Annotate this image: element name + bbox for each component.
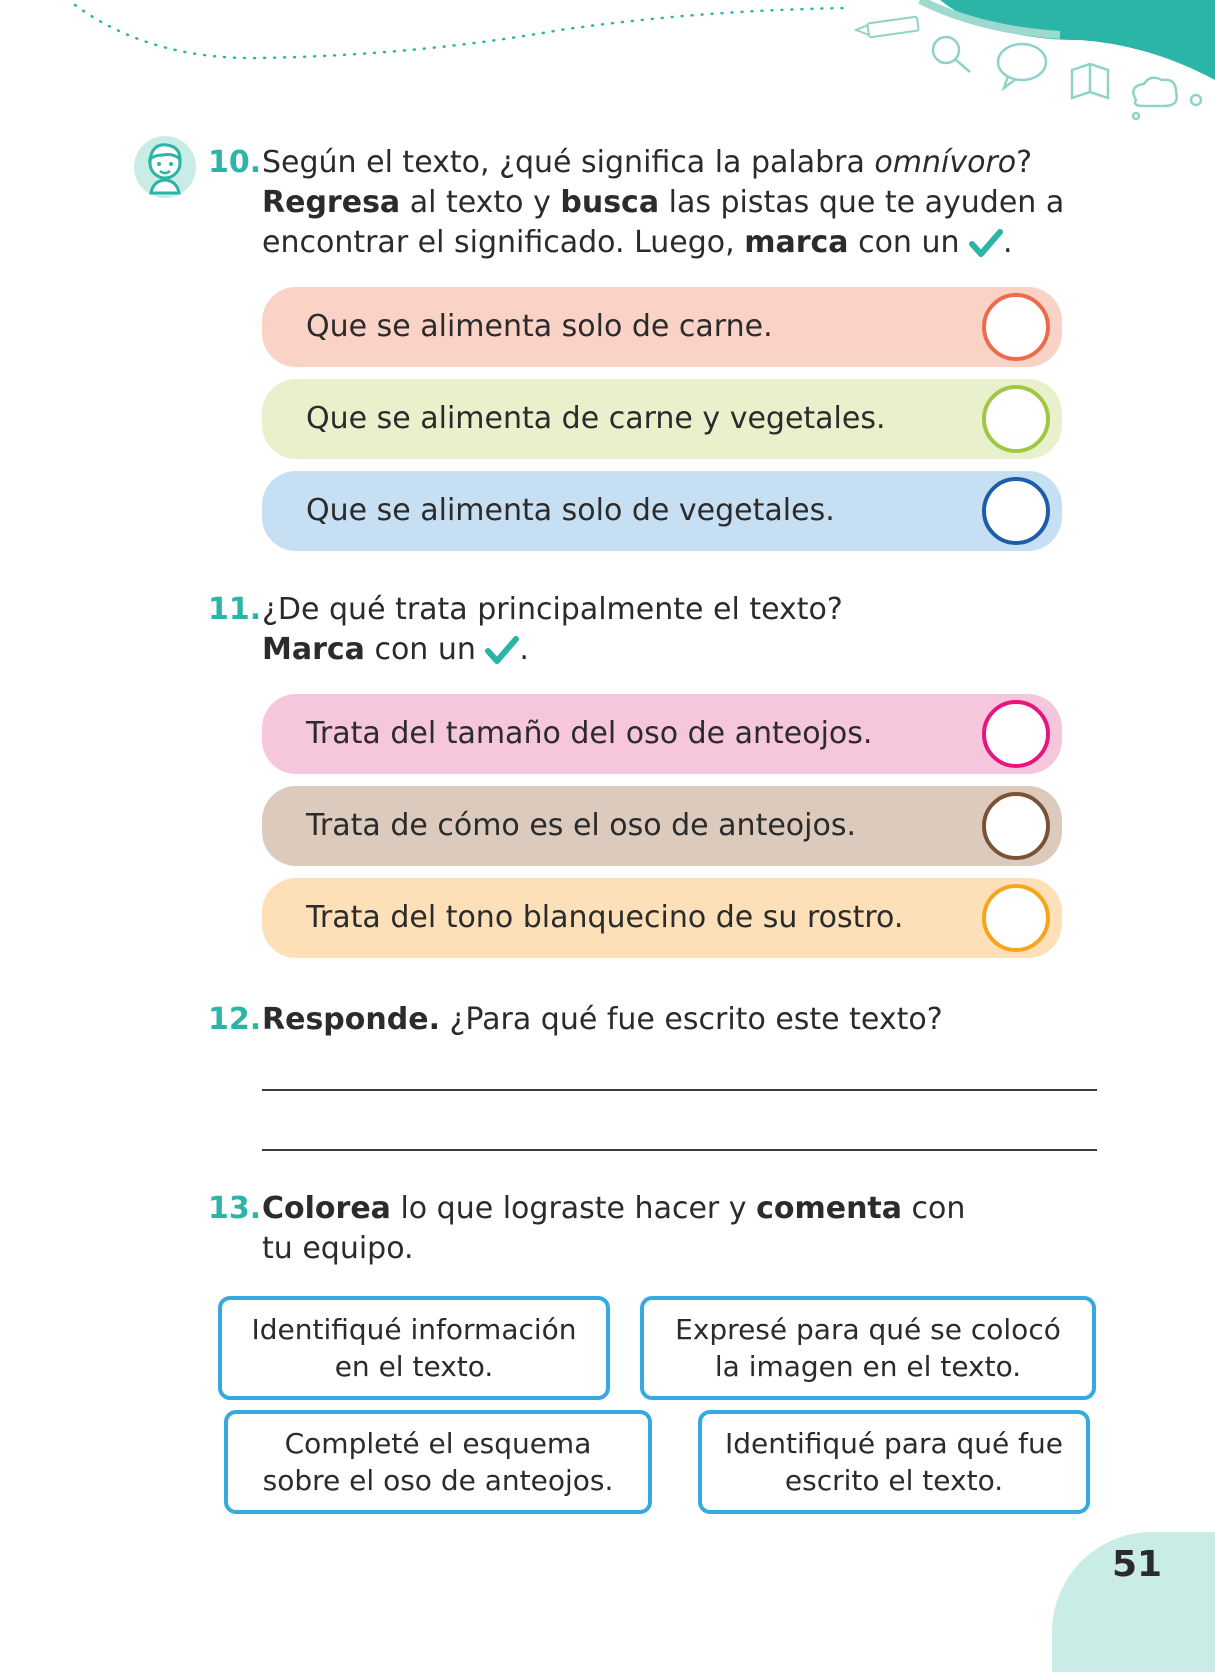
answer-circle[interactable]: [982, 884, 1050, 952]
option-label: Que se alimenta de carne y vegetales.: [306, 401, 886, 436]
question-10-text: [262, 143, 1122, 263]
magnifier-icon: [933, 37, 970, 72]
question-13-text: [262, 1189, 1122, 1269]
question-10-line-2: Regresa al texto y busca las pistas que te ayuden a: [262, 185, 1065, 220]
card-line: Expresé para qué se colocó: [675, 1313, 1061, 1346]
question-11-line-1: ¿De qué trata principalmente el texto?: [262, 592, 843, 627]
option-label: Que se alimenta solo de carne.: [306, 309, 773, 344]
option-label: Trata del tamaño del oso de anteojos.: [306, 716, 873, 751]
checkmark-icon: [485, 636, 519, 666]
self-assessment-card-2[interactable]: [640, 1296, 1096, 1400]
speech-bubble-icon: [998, 44, 1046, 88]
question-10-line-3: encontrar el significado. Luego, marca con un .: [262, 225, 1013, 260]
option-q11-a[interactable]: [262, 694, 1062, 774]
question-12-text: Responde. ¿Para qué fue escrito este texto?: [262, 1002, 943, 1037]
self-assessment-card-1[interactable]: [218, 1296, 610, 1400]
card-line: en el texto.: [334, 1350, 494, 1383]
question-number: 11.: [208, 592, 262, 627]
question-13-line-2: tu equipo.: [262, 1231, 414, 1266]
card-line: la imagen en el texto.: [714, 1350, 1022, 1383]
checkmark-icon: [969, 229, 1003, 259]
question-10-line-1: Según el texto, ¿qué significa la palabra omnívoro?: [262, 145, 1033, 180]
option-q10-a[interactable]: [262, 287, 1062, 367]
self-assessment-card-3[interactable]: [224, 1410, 652, 1514]
answer-circle[interactable]: [982, 293, 1050, 361]
option-label: Trata de cómo es el oso de anteojos.: [306, 808, 857, 843]
card-line: Completé el esquema: [284, 1427, 592, 1460]
pencil-icon: [856, 17, 919, 38]
question-number: 10.: [208, 145, 262, 180]
option-q10-c[interactable]: [262, 471, 1062, 551]
answer-line-2[interactable]: [262, 1149, 1097, 1151]
self-assessment-card-4[interactable]: [698, 1410, 1090, 1514]
question-number: 12.: [208, 1002, 262, 1037]
card-line: sobre el oso de anteojos.: [262, 1464, 614, 1497]
card-line: Identifiqué información: [251, 1313, 577, 1346]
card-line: escrito el texto.: [784, 1464, 1004, 1497]
card-line: Identifiqué para qué fue: [724, 1427, 1064, 1460]
option-label: Que se alimenta solo de vegetales.: [306, 493, 835, 528]
page-number: 51: [1112, 1544, 1163, 1585]
question-13-line-1: Colorea lo que lograste hacer y comenta con: [262, 1191, 966, 1226]
answer-circle[interactable]: [982, 385, 1050, 453]
header-decoration: [0, 0, 1215, 130]
option-q10-b[interactable]: [262, 379, 1062, 459]
answer-circle[interactable]: [982, 792, 1050, 860]
option-q11-c[interactable]: [262, 878, 1062, 958]
question-number: 13.: [208, 1191, 262, 1226]
answer-line-1[interactable]: [262, 1089, 1097, 1091]
option-label: Trata del tono blanquecino de su rostro.: [306, 900, 904, 935]
answer-circle[interactable]: [982, 700, 1050, 768]
question-11-text: [262, 590, 1122, 670]
student-avatar-icon: [133, 133, 197, 199]
book-icon: [1072, 64, 1108, 98]
question-11-line-2: Marca con un .: [262, 632, 529, 667]
answer-circle[interactable]: [982, 477, 1050, 545]
cloud-icon: [1133, 78, 1201, 119]
option-q11-b[interactable]: [262, 786, 1062, 866]
